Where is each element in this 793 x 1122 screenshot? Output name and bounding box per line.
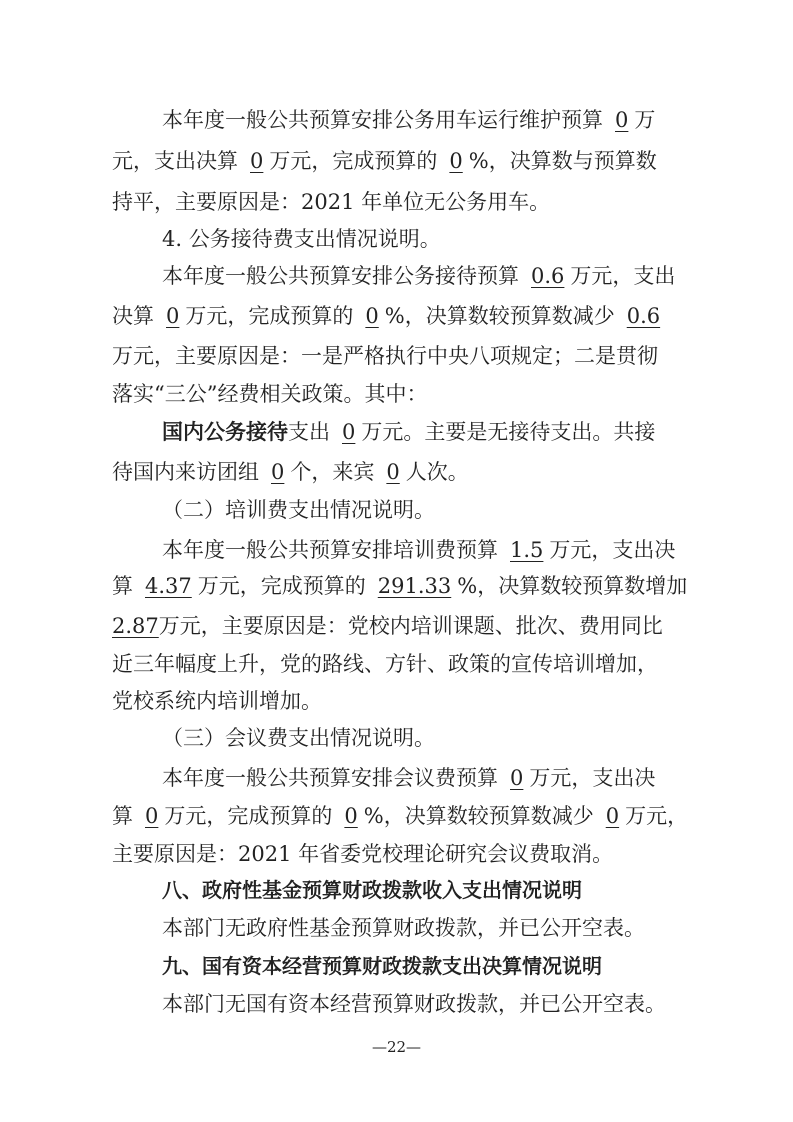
text-line [0,374,793,414]
underlined-value: 0 [605,804,620,828]
text-run: 万元，完成预算的 [164,804,333,828]
text-run: 本部门无国有资本经营预算财政拨款，并已公开空表。 [162,992,666,1016]
text-line [0,946,793,986]
underlined-value: 0 [615,108,629,132]
underlined-value: 0 [271,460,285,484]
text-run: 党校系统内培训增加。 [112,689,322,713]
text-line [0,100,793,140]
text-line [0,182,793,222]
page-number: —22— [371,1038,422,1056]
text-line [0,530,793,570]
text-run: 落实“三公”经费相关政策。其中： [112,382,428,406]
text-line [0,219,793,259]
underlined-value: 0 [250,149,264,173]
text-line [0,718,793,758]
text-line [0,758,793,798]
text-run: 人次。 [405,460,469,484]
text-line [0,256,793,296]
text-run: %，决算数与预算数 [468,149,657,173]
text-run: 万 [634,108,656,132]
text-run: 万元。主要是无接待支出。共接 [361,420,656,444]
text-line [0,681,793,721]
text-line [0,412,793,452]
section-heading: 九、国有资本经营预算财政拨款支出决算情况说明 [162,954,602,978]
text-run: 算 [112,574,133,598]
underlined-value: 0 [449,149,463,173]
text-run: %，决算数较预算数减少 [363,804,594,828]
underlined-value: 2.87 [112,614,159,638]
underlined-value: 1.5 [510,538,544,562]
text-line [0,984,793,1024]
section-heading: 八、政府性基金预算财政拨款收入支出情况说明 [162,878,582,902]
text-run: 本年度一般公共预算安排会议费预算 [162,766,498,790]
underlined-value: 291.33 [377,574,452,598]
text-run: %，决算数较预算数减少 [384,304,615,328]
text-run: 万元，完成预算的 [269,149,438,173]
underlined-value: 0 [166,304,180,328]
text-run: 个，来宾 [290,460,375,484]
text-run: 本年度一般公共预算安排公务用车运行维护预算 [162,108,603,132]
text-run: 本部门无政府性基金预算财政拨款，并已公开空表。 [162,916,645,940]
text-run: （二）培训费支出情况说明。 [162,498,435,522]
text-run: 决算 [112,304,154,328]
underlined-value: 0 [342,420,356,444]
text-run: 本年度一般公共预算安排培训费预算 [162,538,498,562]
underlined-value: 0 [510,766,524,790]
text-run: 待国内来访团组 [112,460,259,484]
text-run: 万元，支出决 [549,538,676,562]
bold-term: 国内公务接待 [162,420,288,444]
text-run: 万元，完成预算的 [185,304,354,328]
text-run: 支出 [288,420,330,444]
text-line [0,606,793,646]
text-run: 万元，支出 [570,264,676,288]
underlined-value: 0 [365,304,379,328]
text-run: 4. 公务接待费支出情况说明。 [162,227,441,251]
underlined-value: 0 [145,804,159,828]
text-line [0,296,793,336]
text-run: 万元，主要原因是：一是严格执行中央八项规定；二是贯彻 [112,344,658,368]
text-run: %，决算数较预算数增加 [457,574,688,598]
text-line [0,796,793,836]
text-run: 本年度一般公共预算安排公务接待预算 [162,264,519,288]
text-line [0,908,793,948]
text-run: 主要原因是：2021 年省委党校理论研究会议费取消。 [112,842,614,866]
text-run: （三）会议费支出情况说明。 [162,726,435,750]
text-run: 万元，支出决 [529,766,656,790]
text-line [0,566,793,606]
text-run: 持平，主要原因是：2021 年单位无公务用车。 [112,190,551,214]
text-line [0,452,793,492]
text-run: 万元， [625,804,689,828]
text-line [0,336,793,376]
text-run: 元，支出决算 [112,149,238,173]
underlined-value: 0 [344,804,358,828]
text-line [0,141,793,181]
text-run: 万元，主要原因是：党校内培训课题、批次、费用同比 [158,614,663,638]
underlined-value: 0 [386,460,400,484]
text-line [0,490,793,530]
text-line [0,834,793,874]
underlined-value: 4.37 [145,574,192,598]
text-run: 近三年幅度上升，党的路线、方针、政策的宣传培训增加， [112,652,658,676]
underlined-value: 0.6 [531,264,565,288]
text-run: 万元，完成预算的 [197,574,366,598]
text-run: 算 [112,804,133,828]
text-line [0,644,793,684]
underlined-value: 0.6 [626,304,661,328]
text-line [0,870,793,910]
